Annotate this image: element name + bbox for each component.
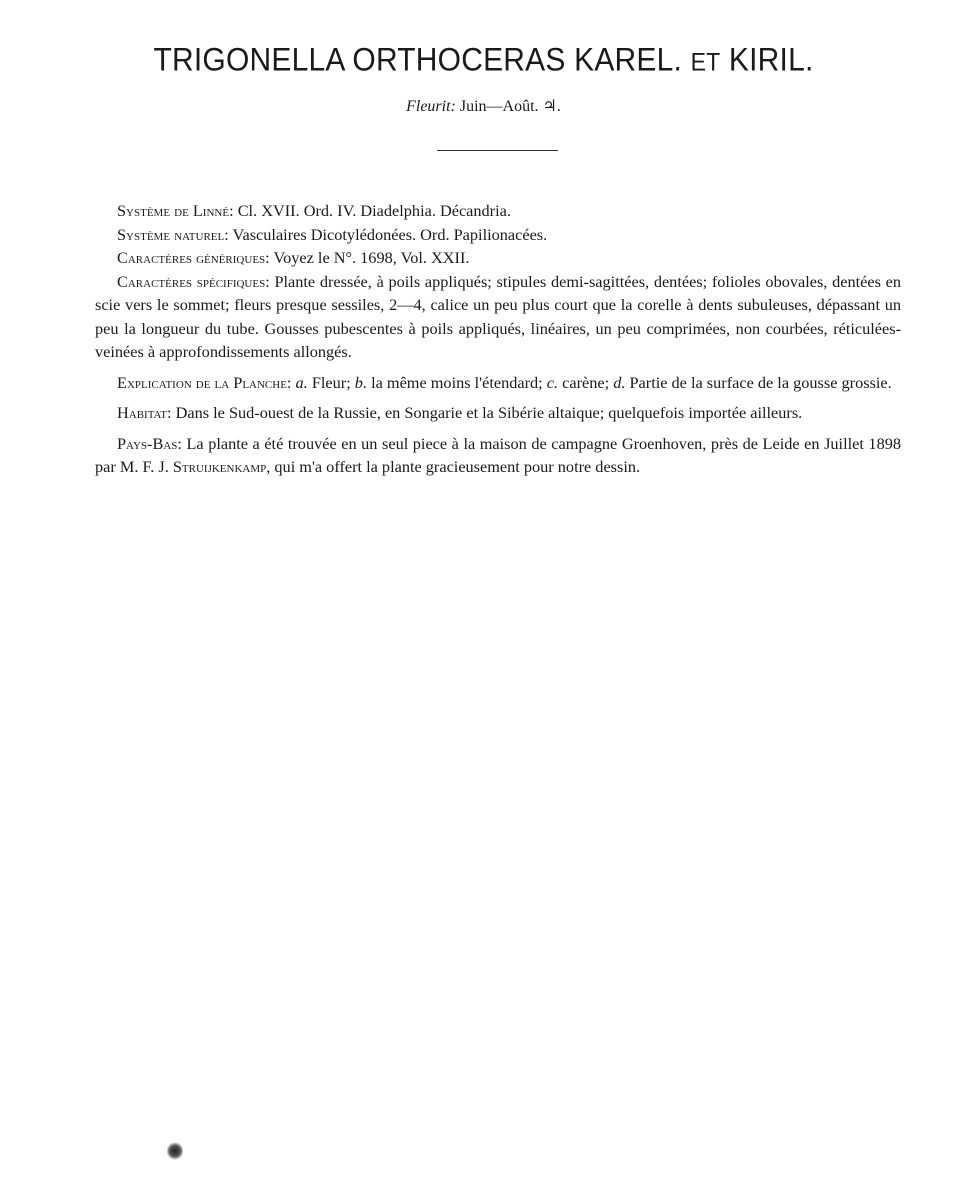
fig-c: c.: [546, 372, 559, 392]
text-habitat: Dans le Sud-ouest de la Russie, en Songarie et la Sibérie altaique; quelquefois importée ailleurs.: [175, 403, 803, 422]
fig-b-text: la même moins l'étendard;: [371, 372, 543, 392]
paragraph-generiques: [95, 246, 901, 270]
label-generiques: Caractères génériques:: [117, 248, 270, 267]
text-naturel: Vasculaires Dicotylédonées. Ord. Papilionacées.: [232, 224, 548, 244]
label-explication: Explication de la Planche:: [117, 372, 292, 392]
paragraph-naturel: [95, 223, 901, 247]
fleurit-value: Juin—Août. ♃.: [459, 98, 561, 115]
title-main: TRIGONELLA ORTHOCERAS KAREL.: [153, 42, 683, 79]
label-habitat: Habitat:: [117, 403, 172, 422]
paragraph-habitat: [95, 401, 901, 425]
fleurit-label: Fleurit:: [406, 98, 456, 115]
label-naturel: Système naturel:: [117, 224, 229, 244]
flowering-line: [0, 96, 967, 116]
paragraph-specifiques: [95, 270, 901, 364]
fig-a-text: Fleur;: [311, 372, 351, 392]
collector-name: Struijkenkamp,: [172, 457, 271, 476]
title-et: ET: [690, 48, 721, 77]
fig-c-text: carène;: [562, 372, 610, 392]
label-paysbas: Pays-Bas:: [117, 433, 182, 453]
paragraph-linne: [95, 199, 901, 223]
text-paysbas-before: La plante a été trouvée en un seul piece à la maison de campagne Groenhoven, près de Leide en Juillet 1898 par M. F. J.: [95, 433, 901, 476]
fig-d: d.: [613, 372, 626, 392]
label-linne: Système de Linné:: [117, 201, 234, 220]
fig-a: a.: [295, 372, 308, 392]
text-paysbas-after: qui m'a offert la plante gracieusement pour notre dessin.: [274, 457, 641, 476]
fig-b: b.: [354, 372, 368, 392]
ink-smudge: [167, 1142, 183, 1160]
paragraph-paysbas: [95, 432, 901, 479]
text-specifiques: Plante dressée, à poils appliqués; stipules demi-sagittées, dentées; folioles obovales, dentées en scie vers le sommet; fleurs presque sessiles, 2—4, calice un peu plus court que la corelle à dents subuleuses, dépassant un peu la longueur du tube. Gousses pubescentes à poils appliqués, linéaires, un peu comprimées, non courbées, réticulées-veinées à approfondissements allongés.: [95, 271, 901, 361]
body-text: [95, 199, 901, 479]
paragraph-explication: [95, 371, 901, 395]
text-generiques: Voyez le N°. 1698, Vol. XXII.: [273, 248, 470, 267]
page-title: [0, 43, 967, 80]
text-linne: Cl. XVII. Ord. IV. Diadelphia. Décandria.: [237, 201, 511, 220]
label-specifiques: Caractères spécifiques:: [117, 271, 270, 291]
title-divider: [437, 150, 558, 151]
title-end: KIRIL.: [728, 42, 814, 79]
fig-d-text: Partie de la surface de la gousse grossie.: [629, 372, 892, 392]
